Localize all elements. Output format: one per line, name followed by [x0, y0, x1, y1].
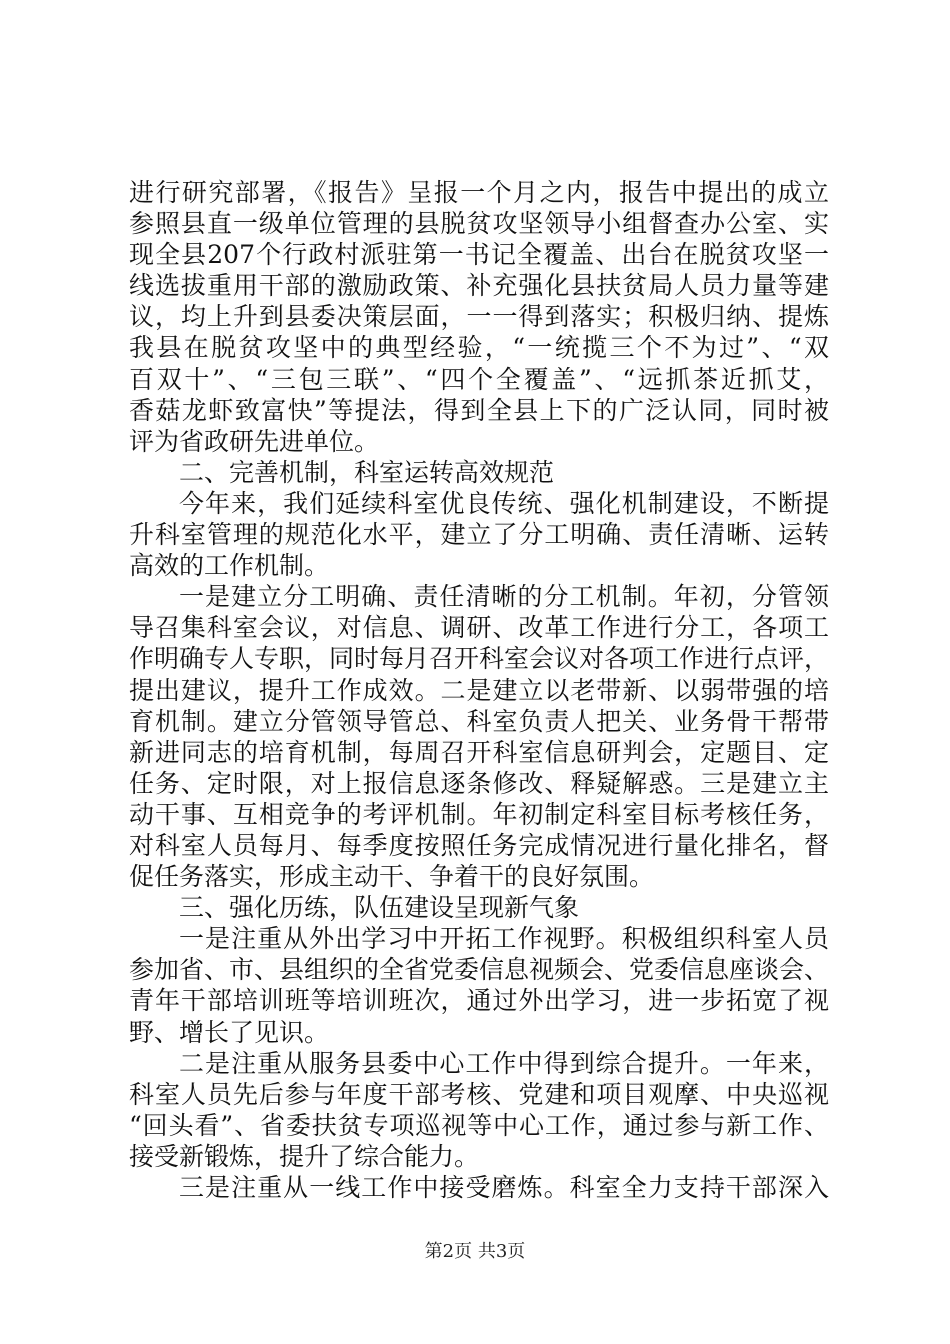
text-line: 评为省政研先进单位。: [129, 426, 380, 456]
text-line: 导召集科室会议，对信息、调研、改革工作进行分工，各项工: [129, 613, 829, 643]
text-line: 百双十”、“三包三联”、“四个全覆盖”、“远抓茶近抓艾，: [129, 364, 829, 394]
text-line: 接受新锻炼，提升了综合能力。: [129, 1141, 480, 1171]
text-line: 香菇龙虾致富快”等提法，得到全县上下的广泛认同，同时被: [129, 395, 829, 425]
text-line: 青年干部培训班等培训班次，通过外出学习，进一步拓宽了视: [129, 986, 829, 1016]
text-line: 育机制。建立分管领导管总、科室负责人把关、业务骨干帮带: [129, 706, 829, 736]
text-line: 新进同志的培育机制，每周召开科室信息研判会，定题目、定: [129, 737, 829, 767]
text-line: 科室人员先后参与年度干部考核、党建和项目观摩、中央巡视: [129, 1079, 829, 1109]
text-line: “回头看”、省委扶贫专项巡视等中心工作，通过参与新工作、: [129, 1110, 829, 1140]
text-line: 一是建立分工明确、责任清晰的分工机制。年初，分管领: [179, 582, 829, 612]
text-line: 动干事、互相竞争的考评机制。年初制定科室目标考核任务，: [129, 799, 829, 829]
page-footer: 第2页 共3页: [424, 1241, 526, 1262]
text-line: 参照县直一级单位管理的县脱贫攻坚领导小组督查办公室、实: [129, 209, 829, 239]
text-line: 进行研究部署，《报告》呈报一个月之内，报告中提出的成立: [129, 178, 829, 207]
text-line: 我县在脱贫攻坚中的典型经验，“一统揽三个不为过”、“双: [129, 333, 829, 363]
text-line: 促任务落实，形成主动干、争着干的良好氛围。: [129, 862, 655, 892]
text-line: 升科室管理的规范化水平，建立了分工明确、责任清晰、运转: [129, 520, 829, 550]
document-body: [129, 177, 829, 1203]
text-line: 高效的工作机制。: [129, 551, 330, 581]
text-line: 二、完善机制，科室运转高效规范: [179, 457, 555, 487]
text-line: 作明确专人专职，同时每月召开科室会议对各项工作进行点评，: [129, 644, 830, 674]
text-line: 野、增长了见识。: [129, 1017, 330, 1047]
text-line: 议，均上升到县委决策层面，一一得到落实；积极归纳、提炼: [129, 302, 829, 332]
text-line: 现全县207个行政村派驻第一书记全覆盖、出台在脱贫攻坚一: [129, 240, 829, 270]
text-line: 线选拔重用干部的激励政策、补充强化县扶贫局人员力量等建: [129, 271, 829, 301]
text-line: 参加省、市、县组织的全省党委信息视频会、党委信息座谈会、: [129, 955, 830, 985]
text-line: 对科室人员每月、每季度按照任务完成情况进行量化排名，督: [129, 830, 829, 860]
text-line: 提出建议，提升工作成效。二是建立以老带新、以弱带强的培: [129, 675, 829, 705]
text-line: 任务、定时限，对上报信息逐条修改、释疑解惑。三是建立主: [129, 768, 829, 798]
text-line: 一是注重从外出学习中开拓工作视野。积极组织科室人员: [179, 924, 829, 954]
text-line: 二是注重从服务县委中心工作中得到综合提升。一年来，: [179, 1048, 829, 1078]
text-line: 今年来，我们延续科室优良传统、强化机制建设，不断提: [179, 488, 829, 518]
text-line: 三、强化历练，队伍建设呈现新气象: [179, 893, 580, 923]
text-line: 三是注重从一线工作中接受磨炼。科室全力支持干部深入: [179, 1173, 829, 1202]
